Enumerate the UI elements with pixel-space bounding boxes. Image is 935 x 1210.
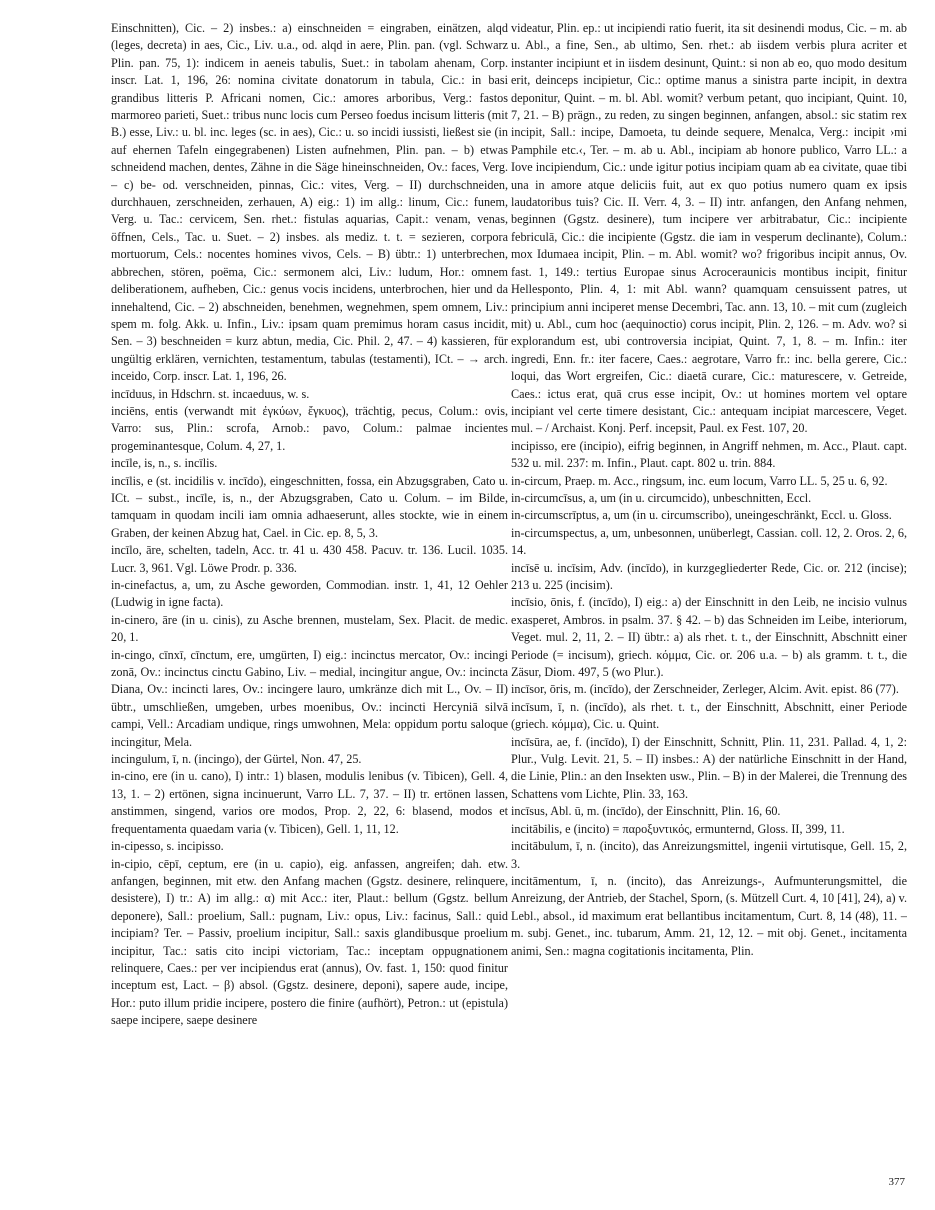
entry-incilo: incīlo, āre, schelten, tadeln, Acc. tr. 41 u. 430 458. Pacuv. tr. 136. Lucil. 1035. Lucr. 3, 961. Vgl. Löwe Prodr. p. 336.: [111, 543, 508, 575]
entry-incisio: incīsio, ōnis, f. (incīdo), I) eig.: a) der Einschnitt in den Leib, ne incisio vulnus exasperet, Ambros. in psalm. 37. § 42. – b) das Schneiden im Leibe, interiorum, Veget. mul. 2, 11, 2. – II) übtr.: a) als rhet. t. t., der Einschnitt, Abschnitt einer Periode (= incisum), griech. κόμμα, Cic. or. 206 u.a. – b) als gramm. t. t., die Zäsur, Diom. 497, 5 (wo Plur.).: [511, 595, 907, 680]
entry-incisor: incīsor, ōris, m. (incīdo), der Zerschneider, Zerleger, Alcim. Avit. epist. 86 (77).: [511, 682, 899, 697]
entry-incitabilis: incitābilis, e (incito) = παροξυντικός, ermunternd, Gloss. II, 399, 11.: [511, 821, 845, 836]
entry-in-circumspectus: in-circumspectus, a, um, unbesonnen, unüberlegt, Cassian. coll. 12, 2. Oros. 2, 6, 14.: [511, 525, 907, 558]
entry-incingulum: incingulum, ī, n. (incingo), der Gürtel, Non. 47, 25.: [111, 752, 362, 767]
left-column: [111, 20, 508, 1188]
entry-inciens: inciēns, entis (verwandt mit ἐγκύων, ἔγκυος), trächtig, pecus, Colum.: ovis, Varro: sus, Plin.: scrofa, Arnob.: pavo, Colum.: palmae incientes progeminantesque, Colum. 4, 27, 1.: [111, 403, 508, 453]
entry-incisura: incīsūra, ae, f. (incīdo), I) der Einschnitt, Schnitt, Plin. 11, 231. Pallad. 4, 1, 2: Plur., Vulg. Levit. 21, 5. – II) insbes.: A) der natürliche Einschnitt in der Hand, die Linie, Plin.: an den Insekten usw., Plin. – B) in der Malerei, die Trennung des Schattens vom Lichte, Plin. 33, 163.: [511, 734, 907, 801]
entry-in-circumscriptus: in-circumscrīptus, a, um (in u. circumscribo), uneingeschränkt, Eccl. u. Gloss.: [511, 508, 892, 523]
entry-inciduus: incīduus, in Hdschrn. st. incaeduus, w. s.: [111, 386, 310, 401]
right-column: [511, 20, 907, 1188]
entry-incitamentum: incitāmentum, ī, n. (incito), das Anreizungs-, Aufmunterungsmittel, die Anreizung, der Antrieb, der Stachel, Sporn, (s. Mützell Curt. 4, 10 [41], 24), a) v. Lebl., absol., id maximum erat bellantibus incitamentum, Curt. 8, 14 (48), 11. – m. subj. Genet., inc. tubarum, Amm. 21, 12, 12. – mit obj. Genet., incitamenta animi, Sen.: magna cogitationis incitamenta, Plin.: [511, 873, 907, 958]
entry-incisus: incīsus, Abl. ū, m. (incīdo), der Einschnitt, Plin. 16, 60.: [511, 804, 781, 819]
entry-in-cino: in-cino, ere (in u. cano), I) intr.: 1) blasen, modulis lenibus (v. Tibicen), Gell. 4, 13, 1. – 2) ertönen, signa incinuerunt, Varro LL. 7, 37. – II) tr. ertönen lassen, anstimmen, singend, varios ore modos, Prop. 2, 22, 6: blasend, modos et frequentamenta quaedam varia (v. Tibicen), Gell. 1, 11, 12.: [111, 769, 508, 836]
entry-incilis: incīlis, e (st. incidilis v. incīdo), eingeschnitten, fossa, ein Abzugsgraben, Cato u. ICt. – subst., incīle, is, n., der Abzugsgraben, Cato u. Colum. – im Bilde, tamquam in quodam incili iam omnia adhaeserunt, alles stockte, wie in einem Graben, der keinen Abzug hat, Cael. in Cic. ep. 8, 5, 3.: [111, 473, 508, 540]
page-number: 377: [888, 1176, 905, 1188]
entry-in-circumcisus: in-circumcīsus, a, um (in u. circumcido), unbeschnitten, Eccl.: [511, 490, 812, 505]
entry-incile: incīle, is, n., s. incīlis.: [111, 456, 218, 471]
entry-incipio-continued: videatur, Plin. ep.: ut incipiendi ratio fuerit, ita sit desinendi modus, Cic. – m. ab u. Abl., a fine, Sen., ab ultimo, Sen. rhet.: ab iisdem verbis plura acriter et instanter incipiunt et in iisdem desinunt, Quint.: si non ab eo, quo modo desitum erit, deinceps incipietur, Cic.: optime manus a sinistra parte incipit, in dextra deponitur, Quint. – m. bl. Abl. womit? verbum petant, quo incipiant, Quint. 10, 7, 21. – B) prägn., zu reden, zu singen beginnen, anfangen, absol.: sic statim rex incipit, Sall.: incipe, Damoeta, tu deinde sequere, Menalca, Verg.: incipit ›mi Pamphile etc.‹, Ter. – m. ab u. Abl., incipiam ab honore publico, Varro LL.: a Iove incipiendum, Cic.: unde igitur potius incipiam quam ab ea civitate, quae tibi una in amore atque deliciis fuit, aut ex quo potius numero quam ex ipsis laudatoribus tuis? Cic. II. Verr. 4, 3. – II) intr. anfangen, den Anfang nehmen, beginnen (Ggstz. desinere), tum incipere ver arbitrabatur, Cic.: incipiente febriculā, Cic.: die incipiente (Ggstz. die iam in vesperum declinante), Colum.: mox Idumaea incipit, Plin. – m. Abl. womit? wo? frigoribus incipit annus, Ov. fast. 1, 149.: tertius Europae sinus Acroceraunicis montibus incipit, finitur Hellesponto, Plin. 4, 1: mit Abl. wann? quamquam censuissent patres, ut principium anni inciperet mense Decembri, Tac. ann. 13, 10. – mit cum (zugleich mit) u. Abl., cum hoc (aequinoctio) corus incipit, Plin. 2, 126. – m. Adv. wo? si explorandum est, ubi controversia incipiat, Quint. 7, 1, 8. – m. Infin.: iter ingredi, Enn. fr.: iter facere, Caes.: aegrotare, Varro fr.: inc. bella gerere, Cic.: loqui, das Wort ergreifen, Cic.: diaetā curare, Cic.: maturescere, v. Getreide, Caes.: ictus erat, quā crus esse incipit, Ov.: ut homines mortem vel optare incipiant vel certe timere desistant, Cic.: antequam incipiat marcescere, Veget. mul. – / Archaist. Konj. Perf. incepsit, Paul. ex Fest. 107, 20.: [511, 21, 907, 436]
entry-incipisso: incipisso, ere (incipio), eifrig beginnen, in Angriff nehmen, m. Acc., Plaut. capt. 532 u. mil. 237: m. Infin., Plaut. capt. 802 u. trin. 884.: [511, 438, 907, 471]
entry-in-cinefactus: in-cinefactus, a, um, zu Asche geworden, Commodian. instr. 1, 41, 12 Oehler (Ludwig in igne facta).: [111, 578, 508, 610]
entry-incisum: incīsum, ī, n. (incīdo), als rhet. t. t., der Einschnitt, Abschnitt, einer Periode (griech. κόμμα), Cic. u. Quint.: [511, 699, 907, 732]
entry-incise: incīsē u. incīsim, Adv. (incīdo), in kurzgegliederter Rede, Cic. or. 212 (incise); 213 u. 225 (incisim).: [511, 560, 907, 592]
entry-in-circum: in-circum, Praep. m. Acc., ringsum, inc. eum locum, Varro LL. 5, 25 u. 6, 92.: [511, 473, 888, 488]
entry-einschneiden-continued: Einschnitten), Cic. – 2) insbes.: a) einschneiden = eingraben, einätzen, alqd (leges, decreta) in aes, Cic., Liv. u.a., od. alqd in aere, Plin. pan. (vgl. Schwarz Plin. pan. 75, 1): indicem in aeneis tabulis, Suet.: in tabolam ahenam, Corp. inscr. Lat. 1, 196, 26: nomina civitate donatorum in tabula, Cic.: in basi grandibus litteris P. Africani nomen, Cic.: amores arboribus, Verg.: fastos marmoreo parieti, Suet.: tribus nunc locis cum Perseo foedus incisum litteris (mit B.) esse, Liv.: u. bl. inc. leges (sc. in aes), Cic.: u. so incidi iussisti, ließest sie (in auf ehernen Tafeln eingegrabenen) Listen aufnehmen, Plin. pan. – b) etwas schneidend machen, dentes, Zähne in die Säge hineinschneiden, Ov.: faces, Verg. – c) be- od. verschneiden, pinnas, Cic.: vites, Verg. – II) durchschneiden, durchhauen, zerschneiden, zerhauen, A) eig.: 1) im allg.: linum, Cic.: funem, Verg. u. Tac.: cervicem, Sen. rhet.: fistulas aquarias, Capit.: venam, venas, öffnen, Cels., Tac. u. Suet. – 2) insbes. als mediz. t. t. = sezieren, corpora mortuorum, Cels.: nocentes homines vivos, Cels. – B) übtr.: 1) unterbrechen, abbrechen, stören, poëma, Cic.: sermonem alci, Liv.: ludum, Hor.: omnem deliberationem, aufheben, Cic.: genus vocis incidens, unterbrochen, hier und da innehaltend, Cic. – 2) abschneiden, benehmen, wegnehmen, spem omnem, Liv.: spem m. folg. Akk. u. Infin., Liv.: ipsam quam premimus horam casus incidit, Sen. – 3) beschneiden = kurz abtun, media, Cic. Phil. 2, 47. – 4) kassieren, für ungültig erklären, vernichten, testamentum, tabulas (testamenti), ICt. – → arch. inceido, Corp. inscr. Lat. 1, 196, 26.: [111, 21, 508, 384]
entry-in-cinero: in-cinero, āre (in u. cinis), zu Asche brennen, mustelam, Sex. Placit. de medic. 20, 1.: [111, 612, 508, 645]
entry-in-cipio: in-cipio, cēpī, ceptum, ere (in u. capio), eig. anfassen, angreifen; dah. etw. anfangen, beginnen, mit etw. den Anfang machen (Ggstz. desinere, relinquere, desistere), I) tr.: A) im allg.: α) mit Acc.: iter, Plaut.: bellum (Ggstz. bellum deponere), Sall.: proelium, Sall.: pugnam, Liv.: opus, Liv.: facinus, Sall.: quid incipiam? Ter. – Passiv, proelium incipitur, Sall.: saxis glandibusque proelium incipitur, Tac.: satis cito incipi victoriam, Tac.: inceptam oppugnationem relinquere, Caes.: per ver incipiendus erat (annus), Ov. fast. 1, 150: quod finitur inceptum est, Lact. – β) absol. (Ggstz. desinere, deponi), sapere aude, incipe, Hor.: puto illum pridie incipere, postero die finire (aufhört), Petron.: ut (epistula) saepe incipere, saepe desinere: [111, 856, 508, 1028]
entry-in-cipesso: in-cipesso, s. incipisso.: [111, 839, 224, 854]
entry-in-cingo: in-cingo, cīnxī, cīnctum, ere, umgürten, I) eig.: incinctus mercator, Ov.: incingi zonā, Ov.: incinctus cinctu Gabino, Liv. – medial, incingitur angue, Ov.: incincta Diana, Ov.: incincti lares, Ov.: incingere lauro, umkränze dich mit L., Ov. – II) übtr., umschließen, umgeben, urbes moenibus, Ov.: incincti Hercyniā silvā campi, Vell.: Arcadiam undique, rings umwohnen, Mela: oppidum portu saloque incingitur, Mela.: [111, 647, 508, 749]
entry-incitabulum: incitābulum, ī, n. (incito), das Anreizungsmittel, ingenii virtutisque, Gell. 15, 2, 3.: [511, 839, 907, 871]
